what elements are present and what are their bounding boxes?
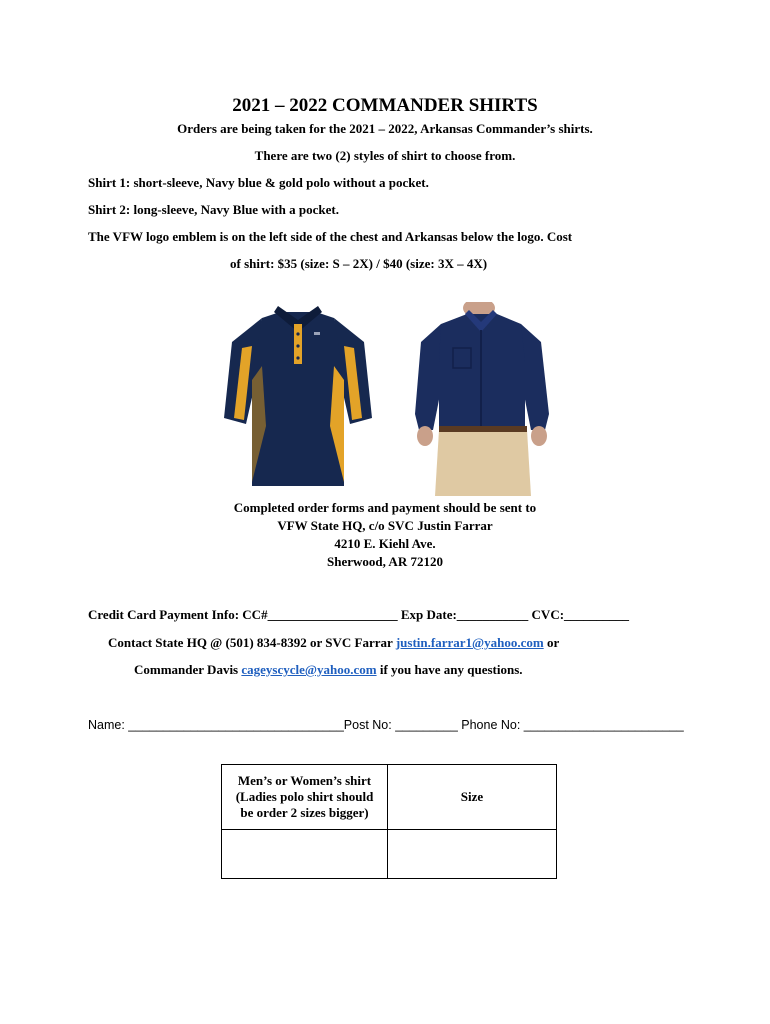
shirt1-description: Shirt 1: short-sleeve, Navy blue & gold polo without a pocket. [88,175,429,190]
email-link-farrar[interactable]: justin.farrar1@yahoo.com [395,635,544,650]
credit-card-info[interactable]: Credit Card Payment Info: CC#____________________ Exp Date:___________ CVC:__________ [88,607,630,622]
mailing-line-4: Sherwood, AR 72120 [327,554,443,569]
shirt-type-cell[interactable] [222,830,388,879]
order-table [221,764,557,879]
mailing-line-1: Completed order forms and payment should be sent to [233,500,537,515]
styles-note: There are two (2) styles of shirt to choose from. [254,148,516,163]
size-header: Size [388,765,557,830]
contact-line-1-suffix: or [543,635,560,650]
shirt-type-header [222,765,388,830]
cost-line: of shirt: $35 (size: S – 2X) / $40 (size: 3X – 4X) [230,256,488,271]
shirt2-description: Shirt 2: long-sleeve, Navy Blue with a pocket. [88,202,339,217]
mailing-line-2: VFW State HQ, c/o SVC Justin Farrar [277,518,493,533]
subtitle: Orders are being taken for the 2021 – 2022, Arkansas Commander’s shirts. [177,121,593,136]
logo-note: The VFW logo emblem is on the left side of the chest and Arkansas below the logo. Cost [88,229,573,244]
contact-line-2-suffix: if you have any questions. [376,662,523,677]
contact-line-1 [108,635,559,651]
shirt-type-header-line-2: (Ladies polo shirt should [235,789,374,804]
email-link-davis[interactable]: cageyscycle@yahoo.com [241,662,377,677]
contact-line-2 [134,662,523,678]
shirt-type-header-line-1: Men’s or Women’s shirt [237,773,372,788]
contact-line-1-prefix: Contact State HQ @ (501) 834-8392 or SVC Farrar [108,635,396,650]
contact-fields-line[interactable]: Name: _______________________________Post No: _________ Phone No: _______________________ [88,718,684,732]
mailing-line-3: 4210 E. Kiehl Ave. [334,536,436,551]
long-sleeve-shirt-image [413,302,553,496]
polo-shirt-image [222,306,374,490]
page-title: 2021 – 2022 COMMANDER SHIRTS [232,95,538,116]
contact-line-2-prefix: Commander Davis [134,662,242,677]
shirt-type-header-line-3: be order 2 sizes bigger) [240,805,369,820]
size-cell[interactable] [388,830,557,879]
